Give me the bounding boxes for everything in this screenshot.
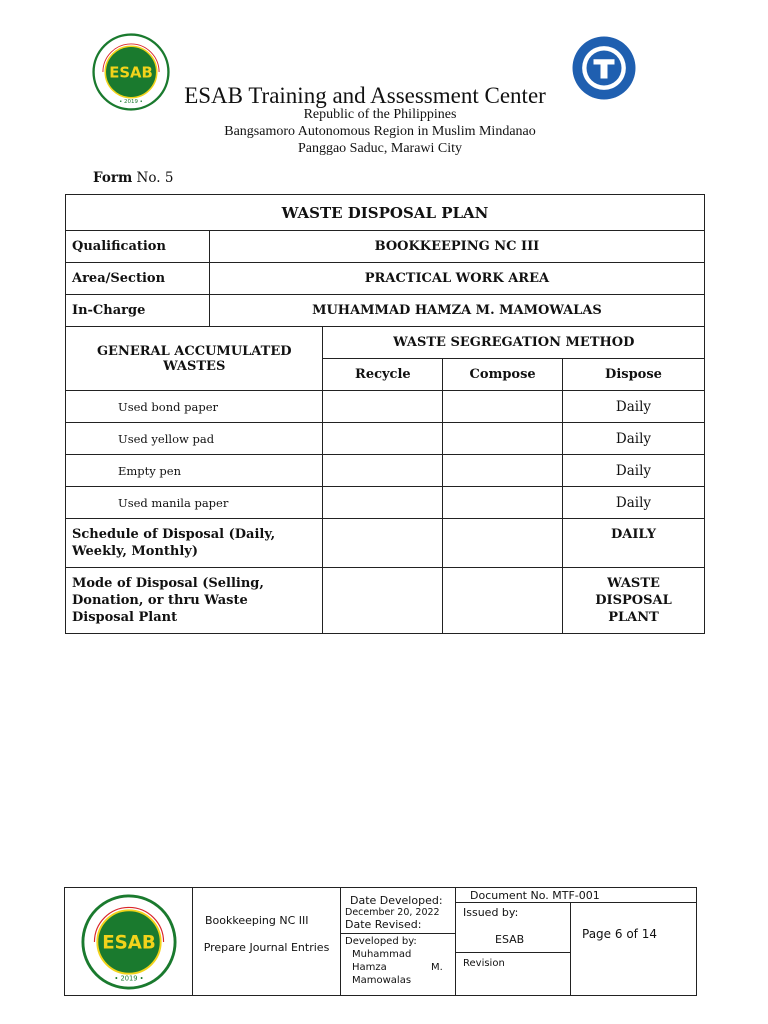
recycle-cell: [323, 423, 443, 455]
col-dispose-header: Dispose: [563, 359, 705, 391]
logo-text: ESAB: [109, 64, 153, 82]
logo-text: ESAB: [102, 932, 156, 954]
form-number: [93, 170, 173, 186]
date-developed-label: Date Developed:: [350, 894, 443, 907]
table-title-row: [66, 195, 705, 231]
compose-cell: [443, 568, 563, 634]
header-row-1: [66, 327, 705, 359]
dispose-cell: Daily: [563, 455, 705, 487]
col-recycle-header: Recycle: [323, 359, 443, 391]
col-compose-header: Compose: [443, 359, 563, 391]
page-number: Page 6 of 14: [582, 927, 657, 941]
qualification-label: Qualification: [66, 231, 210, 263]
developed-by-last: Mamowalas: [352, 975, 412, 986]
recycle-cell: [323, 391, 443, 423]
recycle-cell: [323, 519, 443, 568]
qualification-value: BOOKKEEPING NC III: [209, 231, 704, 263]
form-number-value: No. 5: [136, 170, 174, 186]
incharge-row: [66, 295, 705, 327]
form-label: Form: [93, 170, 133, 186]
waste-item-name: Used bond paper: [66, 391, 323, 423]
compose-cell: [443, 391, 563, 423]
address-line: Panggao Saduc, Marawi City: [297, 141, 463, 156]
waste-item-name: Used yellow pad: [66, 423, 323, 455]
area-value: PRACTICAL WORK AREA: [209, 263, 704, 295]
issued-by-value: ESAB: [495, 933, 525, 946]
waste-item-name: Empty pen: [66, 455, 323, 487]
incharge-value: MUHAMMAD HAMZA M. MAMOWALAS: [209, 295, 704, 327]
compose-cell: [443, 423, 563, 455]
mode-label: Mode of Disposal (Selling, Donation, or thru Waste Disposal Plant: [66, 568, 323, 634]
recycle-cell: [323, 487, 443, 519]
waste-disposal-table: [65, 194, 705, 634]
table-row: [66, 487, 705, 519]
country-line: Republic of the Philippines: [303, 107, 457, 122]
waste-item-name: Used manila paper: [66, 487, 323, 519]
dispose-cell: Daily: [563, 423, 705, 455]
logo-year: • 2019 •: [119, 99, 143, 106]
area-row: [66, 263, 705, 295]
table-row: [66, 423, 705, 455]
schedule-row: [66, 519, 705, 568]
schedule-value: DAILY: [563, 519, 705, 568]
footer-course: Bookkeeping NC III: [205, 914, 309, 927]
col-wastes-header: GENERAL ACCUMULATED WASTES: [66, 327, 323, 391]
compose-cell: [443, 455, 563, 487]
col-method-header: WASTE SEGREGATION METHOD: [323, 327, 705, 359]
issued-by-label: Issued by:: [463, 906, 519, 919]
recycle-cell: [323, 455, 443, 487]
developed-by-first: Muhammad: [352, 949, 412, 960]
qualification-row: [66, 231, 705, 263]
developed-by-label: Developed by:: [345, 936, 417, 947]
esab-logo: [81, 894, 177, 990]
table-row: [66, 455, 705, 487]
document-footer: [64, 887, 697, 996]
document-number: Document No. MTF-001: [470, 889, 600, 902]
dispose-cell: Daily: [563, 487, 705, 519]
dispose-cell: Daily: [563, 391, 705, 423]
area-label: Area/Section: [66, 263, 210, 295]
tesda-seal-icon: [560, 33, 648, 103]
revision-label: Revision: [463, 958, 505, 969]
schedule-label: Schedule of Disposal (Daily, Weekly, Monthly): [66, 519, 323, 568]
mode-row: [66, 568, 705, 634]
plan-title: WASTE DISPOSAL PLAN: [66, 195, 705, 231]
table-row: [66, 391, 705, 423]
center-title: ESAB Training and Assessment Center: [184, 83, 546, 108]
date-developed: December 20, 2022: [345, 907, 440, 918]
recycle-cell: [323, 568, 443, 634]
developed-by-middle: Hamza: [352, 962, 387, 973]
date-revised-label: Date Revised:: [345, 918, 422, 931]
developed-by-initial: M.: [431, 962, 443, 973]
mode-value: WASTE DISPOSAL PLANT: [563, 568, 705, 634]
compose-cell: [443, 487, 563, 519]
footer-module: Prepare Journal Entries: [203, 941, 330, 954]
incharge-label: In-Charge: [66, 295, 210, 327]
esab-logo: [92, 33, 170, 111]
logo-year: • 2019 •: [114, 974, 144, 983]
compose-cell: [443, 519, 563, 568]
region-line: Bangsamoro Autonomous Region in Muslim Mindanao: [224, 124, 536, 139]
